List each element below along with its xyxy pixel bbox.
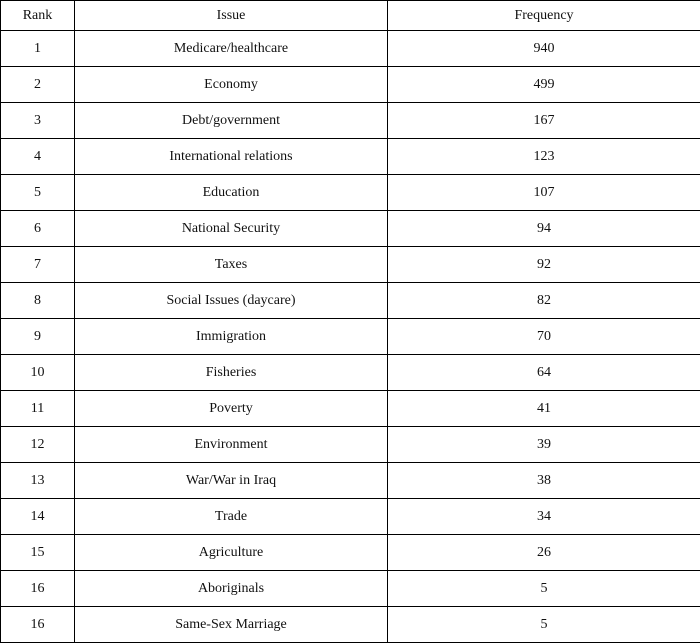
- frequency-cell: 123: [388, 139, 700, 175]
- issue-cell: International relations: [75, 139, 388, 175]
- issue-cell: National Security: [75, 211, 388, 247]
- table-body: [1, 31, 700, 643]
- frequency-cell: 82: [388, 283, 700, 319]
- issue-cell: Social Issues (daycare): [75, 283, 388, 319]
- frequency-cell: 34: [388, 499, 700, 535]
- frequency-cell: 94: [388, 211, 700, 247]
- table-row: [1, 247, 700, 283]
- table-row: [1, 103, 700, 139]
- frequency-cell: 70: [388, 319, 700, 355]
- frequency-cell: 41: [388, 391, 700, 427]
- table-row: [1, 31, 700, 67]
- table-row: [1, 139, 700, 175]
- frequency-cell: 39: [388, 427, 700, 463]
- rank-cell: 10: [1, 355, 75, 391]
- rank-cell: 13: [1, 463, 75, 499]
- rank-cell: 6: [1, 211, 75, 247]
- header-issue: Issue: [75, 1, 388, 31]
- rank-cell: 15: [1, 535, 75, 571]
- issue-cell: Taxes: [75, 247, 388, 283]
- rank-cell: 5: [1, 175, 75, 211]
- table-row: [1, 175, 700, 211]
- frequency-cell: 107: [388, 175, 700, 211]
- table-row: [1, 283, 700, 319]
- rank-cell: 16: [1, 571, 75, 607]
- rank-cell: 4: [1, 139, 75, 175]
- frequency-cell: 5: [388, 607, 700, 643]
- frequency-cell: 167: [388, 103, 700, 139]
- rank-cell: 8: [1, 283, 75, 319]
- rank-cell: 12: [1, 427, 75, 463]
- issue-cell: Poverty: [75, 391, 388, 427]
- table-row: [1, 571, 700, 607]
- frequency-cell: 92: [388, 247, 700, 283]
- issue-cell: Immigration: [75, 319, 388, 355]
- table-row: [1, 427, 700, 463]
- issue-cell: Environment: [75, 427, 388, 463]
- table-row: [1, 391, 700, 427]
- issue-cell: War/War in Iraq: [75, 463, 388, 499]
- table-row: [1, 535, 700, 571]
- frequency-cell: 940: [388, 31, 700, 67]
- rank-cell: 7: [1, 247, 75, 283]
- issue-cell: Aboriginals: [75, 571, 388, 607]
- rank-cell: 3: [1, 103, 75, 139]
- issue-cell: Fisheries: [75, 355, 388, 391]
- frequency-cell: 5: [388, 571, 700, 607]
- table-row: [1, 499, 700, 535]
- table-row: [1, 463, 700, 499]
- header-frequency: Frequency: [388, 1, 700, 31]
- frequency-cell: 38: [388, 463, 700, 499]
- rank-cell: 9: [1, 319, 75, 355]
- rank-cell: 1: [1, 31, 75, 67]
- issue-cell: Agriculture: [75, 535, 388, 571]
- issue-cell: Same-Sex Marriage: [75, 607, 388, 643]
- header-rank: Rank: [1, 1, 75, 31]
- issue-cell: Debt/government: [75, 103, 388, 139]
- issue-cell: Economy: [75, 67, 388, 103]
- table-row: [1, 211, 700, 247]
- rank-cell: 11: [1, 391, 75, 427]
- table-row: [1, 355, 700, 391]
- rank-cell: 14: [1, 499, 75, 535]
- table-row: [1, 319, 700, 355]
- issue-cell: Education: [75, 175, 388, 211]
- frequency-cell: 499: [388, 67, 700, 103]
- table-row: [1, 67, 700, 103]
- table-row: [1, 607, 700, 643]
- rank-cell: 2: [1, 67, 75, 103]
- issue-cell: Trade: [75, 499, 388, 535]
- rank-cell: 16: [1, 607, 75, 643]
- table-header-row: [1, 1, 700, 31]
- frequency-cell: 64: [388, 355, 700, 391]
- issue-cell: Medicare/healthcare: [75, 31, 388, 67]
- frequency-cell: 26: [388, 535, 700, 571]
